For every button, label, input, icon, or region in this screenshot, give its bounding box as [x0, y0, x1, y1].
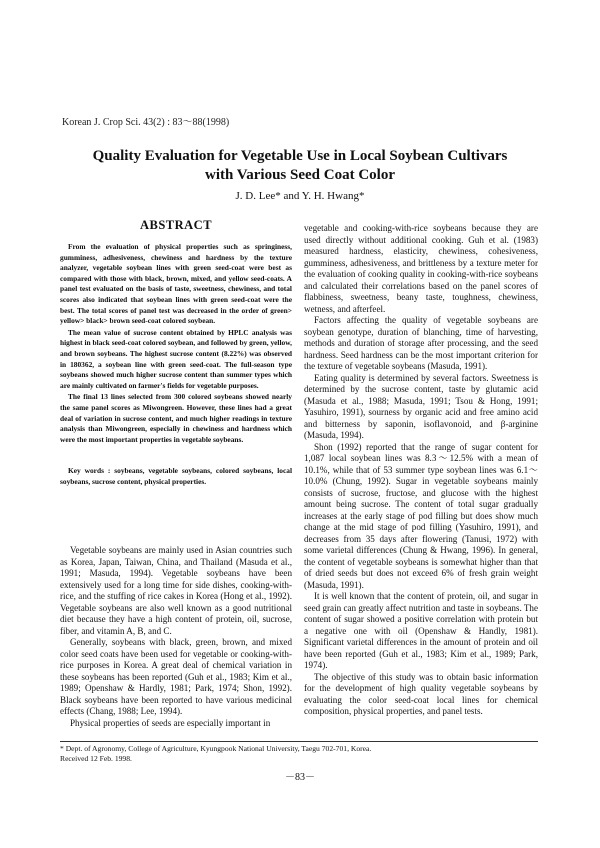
abstract-paragraph: From the evaluation of physical properties such as springiness, gumminess, adhesiveness, chewiness and hardness by the texture analyzer, vegetable soybean lines with green seed-coat were best as compared with those with black, brown, mixed, and yellow seed-coats. A panel test evaluated on the basis of taste, sweetness, chewiness, and total scores also indicated that soybean lines with green seed-coat were the best. The total scores of panel test was decreased in the order of green> yellow> black> brown seed-coat colored soybean. [60, 242, 292, 326]
body-paragraph: Eating quality is determined by several factors. Sweetness is determined by the sucrose content, taste by glutamic acid (Masuda et al., 1988; Masuda, 1991; Tsou & Hong, 1991; Yasuhiro, 1991), sourness by organic acid and free amino acid and bitterness by saponin, isoflavonoid, and β-arginine (Masuda, 1994). [304, 372, 538, 440]
body-paragraph: It is well known that the content of protein, oil, and sugar in seed grain can greatly affect nutrition and taste in soybeans. The content of sugar showed a positive correlation with protein but a negative one with oil (Openshaw & Handly, 1981). Significant varietal differences in the amount of protein and oil have been reported (Guh et al., 1983; Kim et al., 1989; Park, 1974). [304, 591, 538, 670]
title-line-1: Quality Evaluation for Vegetable Use in Local Soybean Cultivars [92, 148, 508, 164]
body-paragraph: The objective of this study was to obtain basic information for the development of high quality vegetable soybeans by evaluating the color seed-coat local lines for chemical composition, physical properties, and panel tests. [304, 671, 538, 716]
abstract-body [60, 242, 292, 446]
body-paragraph: Factors affecting the quality of vegetable soybeans are soybean genotype, duration of blanching, time of harvesting, methods and duration of storage after processing, and the seed hardness. Seed hardness can be the most important criterion for the texture of vegetable soybeans (Masuda, 1991). [304, 315, 538, 371]
page-number: －83－ [285, 772, 315, 783]
body-paragraph: Vegetable soybeans are mainly used in Asian countries such as Korea, Japan, Taiwan, China, and Thailand (Masuda et al., 1991; Masuda, 1994). Vegetable soybeans have been extensively used for a long time for side dishes, cooking-with-rice, and the stuffing of rice cakes in Korea (Hong et al., 1992). Vegetable soybeans are also well known as a good nutritional diet because they have a high content of protein, oil, sucrose, fiber, and vitamin A, B, and C. [60, 545, 292, 636]
body-right-column [304, 223, 538, 718]
footnote-affiliation: * Dept. of Agronomy, College of Agriculture, Kyungpook National University, Taegu 702-701, Korea. [60, 744, 372, 753]
authors: J. D. Lee* and Y. H. Hwang* [235, 190, 365, 202]
footnote-divider [60, 741, 538, 742]
body-paragraph: Generally, soybeans with black, green, brown, and mixed color seed coats have been used for vegetable or cooking-with-rice purposes in Korea. A great deal of chemical variation in these soybeans has been reported (Guh et al., 1983; Kim et al., 1989; Openshaw & Hardly, 1981; Park, 1974; Shon, 1992). Black soybeans have been reported to have various medicinal effects (Chang, 1988; Lee, 1994). [60, 637, 292, 716]
body-paragraph: Physical properties of seeds are especially important in [70, 717, 271, 728]
paper-title [40, 147, 560, 185]
abstract-heading: ABSTRACT [139, 218, 213, 232]
abstract-paragraph: The final 13 lines selected from 300 colored soybeans showed nearly the same panel scores as Miwongreen. However, these lines had a great deal of variation in sucrose content, and much higher readings in texture analysis than Miwongreen, especially in chewiness and hardness which were the most important properties in vegetable soybeans. [60, 392, 292, 444]
keywords [60, 466, 292, 487]
journal-reference: Korean J. Crop Sci. 43(2) : 83～88(1998) [62, 117, 230, 128]
footnote [60, 744, 540, 764]
body-left-column [60, 545, 292, 729]
body-paragraph: vegetable and cooking-with-rice soybeans because they are used directly without additional cooking. Guh et al. (1983) measured hardness, elasticity, chewiness, cohesiveness, gumminess, adhesiveness, and brittleness by a texture meter for the evaluation of cooking quality in cooking-with-rice soybeans and calculated their correlations based on the panel scores of flabbiness, sweetness, beany taste, toughness, chewiness, wetness, and afterfeel. [304, 223, 538, 314]
keywords-text: Key words : soybeans, vegetable soybeans, colored soybeans, local soybeans, sucrose content, physical properties. [60, 466, 292, 486]
abstract-paragraph: The mean value of sucrose content obtained by HPLC analysis was highest in black seed-coat colored soybean, and followed by green, yellow, and brown soybeans. The highest sucrose content (8.22%) was observed in 180362, a soybean line with green seed-coat. The full-season type soybeans showed much higher sucrose content than summer types which are mainly cultivated on farmer's fields for vegetable purposes. [60, 327, 292, 390]
title-line-2: with Various Seed Coat Color [204, 167, 395, 183]
body-paragraph: Shon (1992) reported that the range of sugar content for 1,087 local soybean lines was 8.3～12.5% with a mean of 10.1%, while that of 53 summer type soybean lines was 6.1～10.0% (Chung, 1992). Sugar in vegetable soybeans mainly consists of sucrose, fructose, and glucose with the highest amount being sucrose. The content of total sugar gradually increases at the early stage of pod filling but does show much change at the mid stage of pod filling (Yasuhiro, 1991), and decreases from 35 days after flowering (Tanusi, 1972) with some varietal differences (Chung & Hwang, 1996). In general, the content of vegetable soybeans is somewhat higher than that of dried seeds but does not exceed 6% of fresh grain weight (Masuda, 1991). [304, 441, 538, 590]
footnote-received: Received 12 Feb. 1998. [60, 754, 132, 763]
